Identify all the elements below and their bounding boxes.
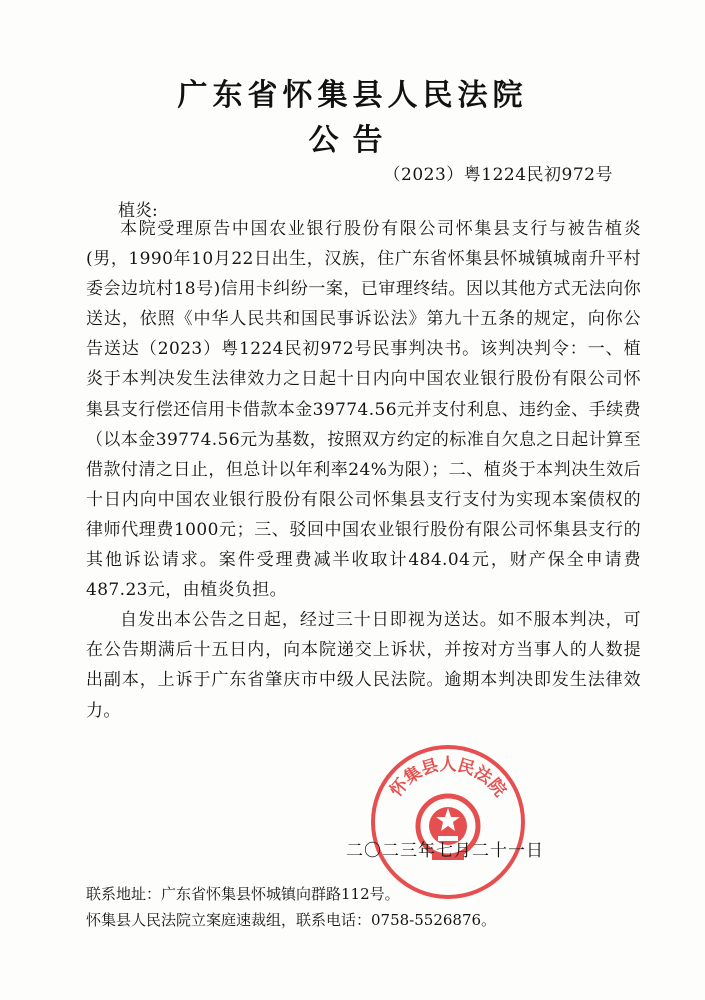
contact-address: 联系地址：广东省怀集县怀城镇向群路112号。 xyxy=(86,885,400,903)
service-paragraph: 自发出本公告之日起，经过三十日即视为送达。如不服本判决，可在公告期满后十五日内，向本院递交上诉状，并按对方当事人的人数提出副本，上诉于广东省肇庆市中级人民法院。逾期本判决即发生法律效力。 xyxy=(86,610,641,721)
issue-date: 二〇二三年七月二十一日 xyxy=(346,841,544,861)
court-name-heading: 广东省怀集县人民法院 xyxy=(177,78,528,113)
contact-phone: 怀集县人民法院立案庭速裁组，联系电话：0758-5526876。 xyxy=(86,911,497,929)
case-number: （2023）粤1224民初972号 xyxy=(383,165,613,185)
notice-body xyxy=(86,214,641,726)
seal-text-path: 怀集县人民法院 xyxy=(386,755,510,801)
contact-footer xyxy=(86,881,496,933)
court-seal xyxy=(368,742,528,902)
addressee: 植炎: xyxy=(118,201,158,221)
document-type-heading: 公告 xyxy=(308,123,397,158)
judgment-paragraph: 本院受理原告中国农业银行股份有限公司怀集县支行与被告植炎(男，1990年10月22日出生，汉族，住广东省怀集县怀城镇城南升平村委会边坑村18号)信用卡纠纷一案，已审理终结。因以其他方式无法向你送达，依照《中华人民共和国民事诉讼法》第九十五条的规定，向你公告送达（2023）粤1224民初972号民事判决书。该判决判令：一、植炎于本判决发生法律效力之日起十日内向中国农业银行股份有限公司怀集县支行偿还信用卡借款本金39774.56元并支付利息、违约金、手续费（以本金39774.56元为基数，按照双方约定的标准自欠息之日起计算至借款付清之日止，但总计以年利率24%为限）；二、植炎于本判决生效后十日内向中国农业银行股份有限公司怀集县支行支付为实现本案债权的律师代理费1000元；三、驳回中国农业银行股份有限公司怀集县支行的其他诉讼请求。案件受理费减半收取计484.04元，财产保全申请费487.23元，由植炎负担。 xyxy=(86,219,641,601)
